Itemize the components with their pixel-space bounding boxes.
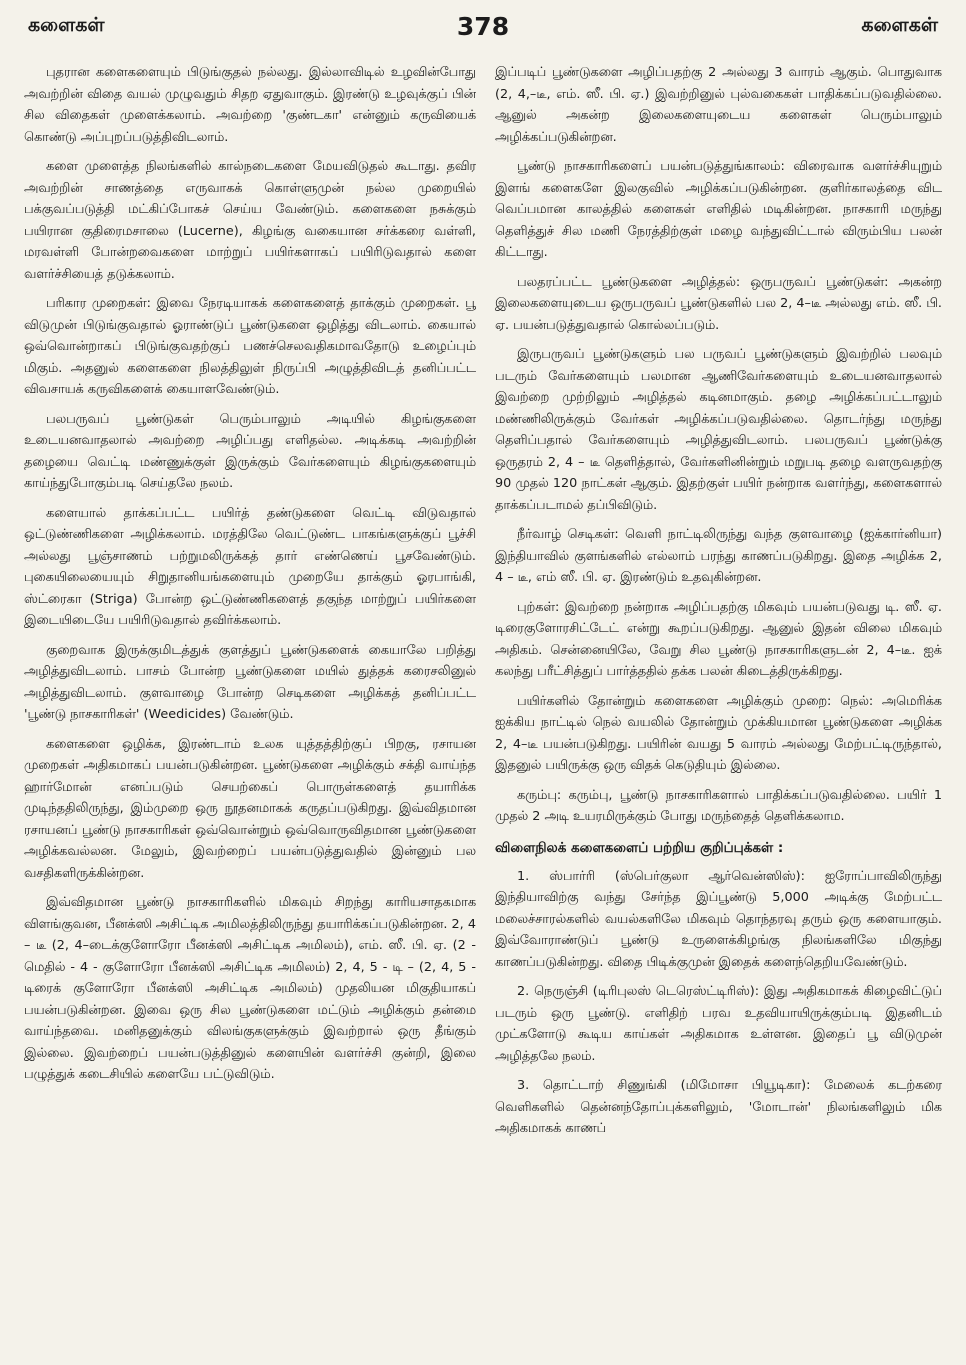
paragraph: பூண்டு நாசகாரிகளைப் பயன்படுத்துங்காலம்: விரைவாக வளர்ச்சியுறும் இளங் களைகளே இலகுவில் அழிக்கப்படுகின்றன. குளிர்காலத்தை விட வெப்பமான காலத்தில் களைகள் எளிதில் மடிகின்றன. நாசகாரி மருந்து தெளித்துச் சில மணி நேரத்திற்குள் மழை வந்துவிட்டால் விரும்பிய பலன் கிட்டாது. <box>495 159 942 260</box>
paragraph: புற்கள்: இவற்றை நன்றாக அழிப்பதற்கு மிகவும் பயன்படுவது டி. ஸீ. ஏ. டிரைகுளோரசிட்டேட் என்று கூறப்படுகிறது. ஆனுல் இதன் விலை மிகவும் அதிகம். சென்னையிலே, வேறு சில பூண்டு நாசகாரிகளுடன் 2, 4–டீ. ஐக் கலந்து பரீட்சித்துப் பார்த்ததில் தக்க பலன் கிடைத்திருக்கிறது. <box>495 599 942 679</box>
paragraph: பரிகார முறைகள்: இவை நேரடியாகக் களைகளைத் தாக்கும் முறைகள். பூ விடுமுன் பிடுங்குவதால் ஓராண்டுப் பூண்டுகளை ஒழித்து விடலாம். கையால் ஒவ்வொன்றாகப் பிடுங்குவதற்குப் பணச்செலவதிகமாவதோடு உழைப்பும் மிகும். அதனுல் களைகளை நிலத்திலுள் நிருப்பி அழுத்திவிடத் தனிப்பட்ட விவசாயக் கருவிகளைக் கையாளவேண்டும். <box>24 296 476 397</box>
paragraph: கரும்பு: கரும்பு, பூண்டு நாசகாரிகளால் பாதிக்கப்படுவதில்லை. பயிர் 1 முதல் 2 அடி உயரமிருக்கும் போது மருந்தைத் தெளிக்கலாம. <box>495 787 942 824</box>
paragraph: குறைவாக இருக்குமிடத்துக் குளத்துப் பூண்டுகளைக் கையாலே பறித்து அழித்துவிடலாம். பாசம் போன்ற பூண்டுகளை மயில் துத்தக் கரைசலினுல் அழித்துவிடலாம். குளவாழை போன்ற செடிகளை அழிக்கத் தனிப்பட்ட 'பூண்டு நாசகாரிகள்' (Weedicides) வேண்டும். <box>24 642 476 722</box>
paragraph: நீர்வாழ் செடிகள்: வெளி நாட்டிலிருந்து வந்த குளவாழை (ஐக்கார்னியா) இந்தியாவில் குளங்களில் எல்லாம் பரந்து காணப்படுகிறது. இதை அழிக்க 2, 4 – டீ, எம் ஸீ. பி. ஏ. இரண்டும் உதவுகின்றன. <box>495 527 942 585</box>
paragraph: களைகளை ஒழிக்க, இரண்டாம் உலக யுத்தத்திற்குப் பிறகு, ரசாயன முறைகள் அதிகமாகப் பயன்படுகின்றன. பூண்டுகளை அழிக்கும் சக்தி வாய்ந்த ஹார்மோன் எனப்படும் செயற்கைப் பொருள்களைத் தயாரிக்க முடிந்ததிலிருந்து, இம்முறை ஒரு நூதனமாகக் கருதப்படுகிறது. இவ்விதமான ரசாயனப் பூண்டு நாசகாரிகள் ஒவ்வொன்றும் ஒவ்வொருவிதமான பூண்டுகளை அழிக்கவல்லன. மேலும், இவற்றைப் பயன்படுத்துவதில் இன்னும் பல வசதிகளிருக்கின்றன. <box>24 736 476 881</box>
left-column <box>24 62 476 1360</box>
numbered-note: 1. ஸ்பார்ரி (ஸ்பெர்குலா ஆர்வென்ஸிஸ்): ஐரோப்பாவிலிருந்து இந்தியாவிற்கு வந்து சேர்ந்த இப்பூண்டு 5,000 அடிக்கு மேற்பட்ட மலைச்சாரல்களில் வயல்களிலே மிகவும் தொந்தரவு தரும் ஒரு களையாகும். இவ்வோராண்டுப் பூண்டு உருளைக்கிழங்கு நிலங்களிலே மிகுந்து காணப்படுகின்றது. விதை பிடிக்குமுன் இதைக் களைந்தெறியவேண்டும். <box>495 868 942 970</box>
numbered-note: 2. நெருஞ்சி (டிரிபுலஸ் டெரெஸ்ட்டிரிஸ்): இது அதிகமாகக் கிழைவிட்டுப் படரும் ஒரு பூண்டு. எளிதிற் பரவ உதவியாயிருக்கும்படி இதனிடம் முட்களோடு கூடிய காய்கள் அதிகமாக உள்ளன. இதைப் பூ விடுமுன் அழித்தலே நலம். <box>495 984 942 1064</box>
section-heading: விளைநிலக் களைகளைப் பற்றிய குறிப்புக்கள் : <box>495 839 784 856</box>
paragraph: இவ்விதமான பூண்டு நாசகாரிகளில் மிகவும் சிறந்து காரியசாதகமாக விளங்குவன, பீனக்ஸி அசிட்டிக அமிலத்திலிருந்து தயாரிக்கப்படுகின்றன. 2, 4 – டீ (2, 4–டைக்குளோரோ பீனக்ஸி அசிட்டிக அமிலம்), எம். ஸீ. பி. ஏ. (2 - மெதில் - 4 - குளோரோ பீனக்ஸி அசிட்டிக அமிலம்) 2, 4, 5 - டி – (2, 4, 5 - டிரைக் குளோரோ பீனக்ஸி அசிட்டிக அமிலம்) முதலியன மிகுதியாகப் பயன்படுகின்றன. இவை ஒரு சில பூண்டுகளை மட்டும் அழிக்கும் தன்மை வாய்ந்தவை. மனிதனுக்கும் விலங்குகளுக்கும் இவற்றால் ஒரு தீங்கும் இல்லை. இவற்றைப் பயன்படுத்தினுல் களையின் வளர்ச்சி குன்றி, இலை பழுத்துக் கடைசியில் களையே பட்டுவிடும். <box>24 895 476 1082</box>
page-number: 378 <box>456 12 510 41</box>
running-title-right: களைகள் <box>861 14 938 36</box>
page-header <box>0 0 966 54</box>
paragraph: களை முளைத்த நிலங்களில் கால்நடைகளை மேயவிடுதல் கூடாது. தவிர அவற்றின் சாணத்தை எருவாகக் கொள்ளுமுன் நல்ல முறையில் பக்குவப்படுத்தி மட்கிப்போகச் செய்ய வேண்டும். களைகளை நசுக்கும் பயிரான குதிரைமசாலை (Lucerne), கிழங்கு வகையான சர்க்கரை வள்ளி, மரவள்ளி போன்றவைகளை மாற்றுப் பயிர்களாகப் பயிரிடுவதால் களை வளர்ச்சியைத் தடுக்கலாம். <box>24 159 476 282</box>
paragraph: இப்படிப் பூண்டுகளை அழிப்பதற்கு 2 அல்லது 3 வாரம் ஆகும். பொதுவாக (2, 4,–டீ, எம். ஸீ. பி. ஏ.) இவற்றினுல் புல்வகைகள் பாதிக்கப்படுவதில்லை. ஆனுல் அகன்ற இலைகளையுடைய களைகள் பெரும்பாலும் அழிக்கப்படுகின்றன. <box>495 65 942 145</box>
paragraph: பலபருவப் பூண்டுகள் பெரும்பாலும் அடியில் கிழங்குகளை உடையனவாதலால் அவற்றை அழிப்பது எளிதல்ல. அடிக்கடி அவற்றின் தழையை வெட்டி மண்ணுக்குள் இருக்கும் வேர்களையும் கிழங்குகளையும் காய்ந்துபோகும்படி செய்தலே நலம். <box>24 411 476 491</box>
right-column <box>495 62 942 1360</box>
numbered-note: 3. தொட்டாற் சிணுங்கி (மிமோசா பியூடிகா): மேலைக் கடற்கரை வெளிகளில் தென்னந்தோப்புக்களிலும், 'மோடான்' நிலங்களிலும் மிக அதிகமாகக் காணப் <box>495 1078 942 1136</box>
paragraph: புதரான களைகளையும் பிடுங்குதல் நல்லது. இல்லாவிடில் உழவின்போது அவற்றின் விதை வயல் முழுவதும் சிதற ஏதுவாகும். இரண்டு உழவுக்குப் பின் சில விதைகள் முளைக்கலாம். அவற்றை 'குண்டகா' என்னும் கருவியைக் கொண்டு அப்புறப்படுத்திவிடலாம். <box>24 65 476 145</box>
paragraph: பயிர்களில் தோன்றும் களைகளை அழிக்கும் முறை: நெல்: அமெரிக்க ஐக்கிய நாட்டில் நெல் வயலில் தோன்றும் முக்கியமான பூண்டுகளை அழிக்க 2, 4–டீ பயன்படுகிறது. பயிரின் வயது 5 வாரம் அல்லது மேற்பட்டிருந்தால், இதனுல் பயிருக்கு ஒரு விதக் கெடுதியும் இல்லை. <box>495 693 942 773</box>
paragraph: பலதரப்பட்ட பூண்டுகளை அழித்தல்: ஒருபருவப் பூண்டுகள்: அகன்ற இலைகளையுடைய ஒருபருவப் பூண்டுகளில் பல 2, 4–டீ அல்லது எம். ஸீ. பி. ஏ. பயன்படுத்துவதால் கொல்லப்படும். <box>495 274 942 333</box>
paragraph: இருபருவப் பூண்டுகளும் பல பருவப் பூண்டுகளும் இவற்றில் பலவும் படரும் வேர்களையும் பலமான ஆணிவேர்களையும் உடையனவாதலால் இவற்றை முற்றிலும் அழித்தல் கடினமாகும். தழை அழிக்கப்பட்டாலும் மண்ணிலிருக்கும் வேர்கள் அழிக்கப்படுவதில்லை. தொடர்ந்து மருந்து தெளிப்பதால் வேர்களையும் அழித்துவிடலாம். பலபருவப் பூண்டுக்கு ஒருதரம் 2, 4 – டீ தெளித்தால், வேர்களினின்றும் மறுபடி தழை வளருவதற்கு 90 முதல் 120 நாட்கள் ஆகும். இதற்குள் பயிர் நன்றாக வளர்ந்து, களைகளால் தாக்கப்படாமல் தப்பிவிடும். <box>495 347 942 513</box>
paragraph: களையால் தாக்கப்பட்ட பயிர்த் தண்டுகளை வெட்டி விடுவதால் ஒட்டுண்ணிகளை அழிக்கலாம். மரத்திலே வெட்டுண்ட பாகங்களுக்குப் பூச்சி அல்லது பூஞ்சாணம் பற்றுமலிருக்கத் தார் எண்ணெய் பூசவேண்டும். புகையிலையையும் சிறுதானியங்களையும் முறையே தாக்கும் ஓரபாங்கி, ஸ்ட்ரைகா (Striga) போன்ற ஒட்டுண்ணிகளைத் தகுந்த மாற்றுப் பயிர்களை இடையிடையே பயிரிடுவதால் தவிர்க்கலாம். <box>24 505 476 628</box>
running-title-left: களைகள் <box>28 14 105 36</box>
